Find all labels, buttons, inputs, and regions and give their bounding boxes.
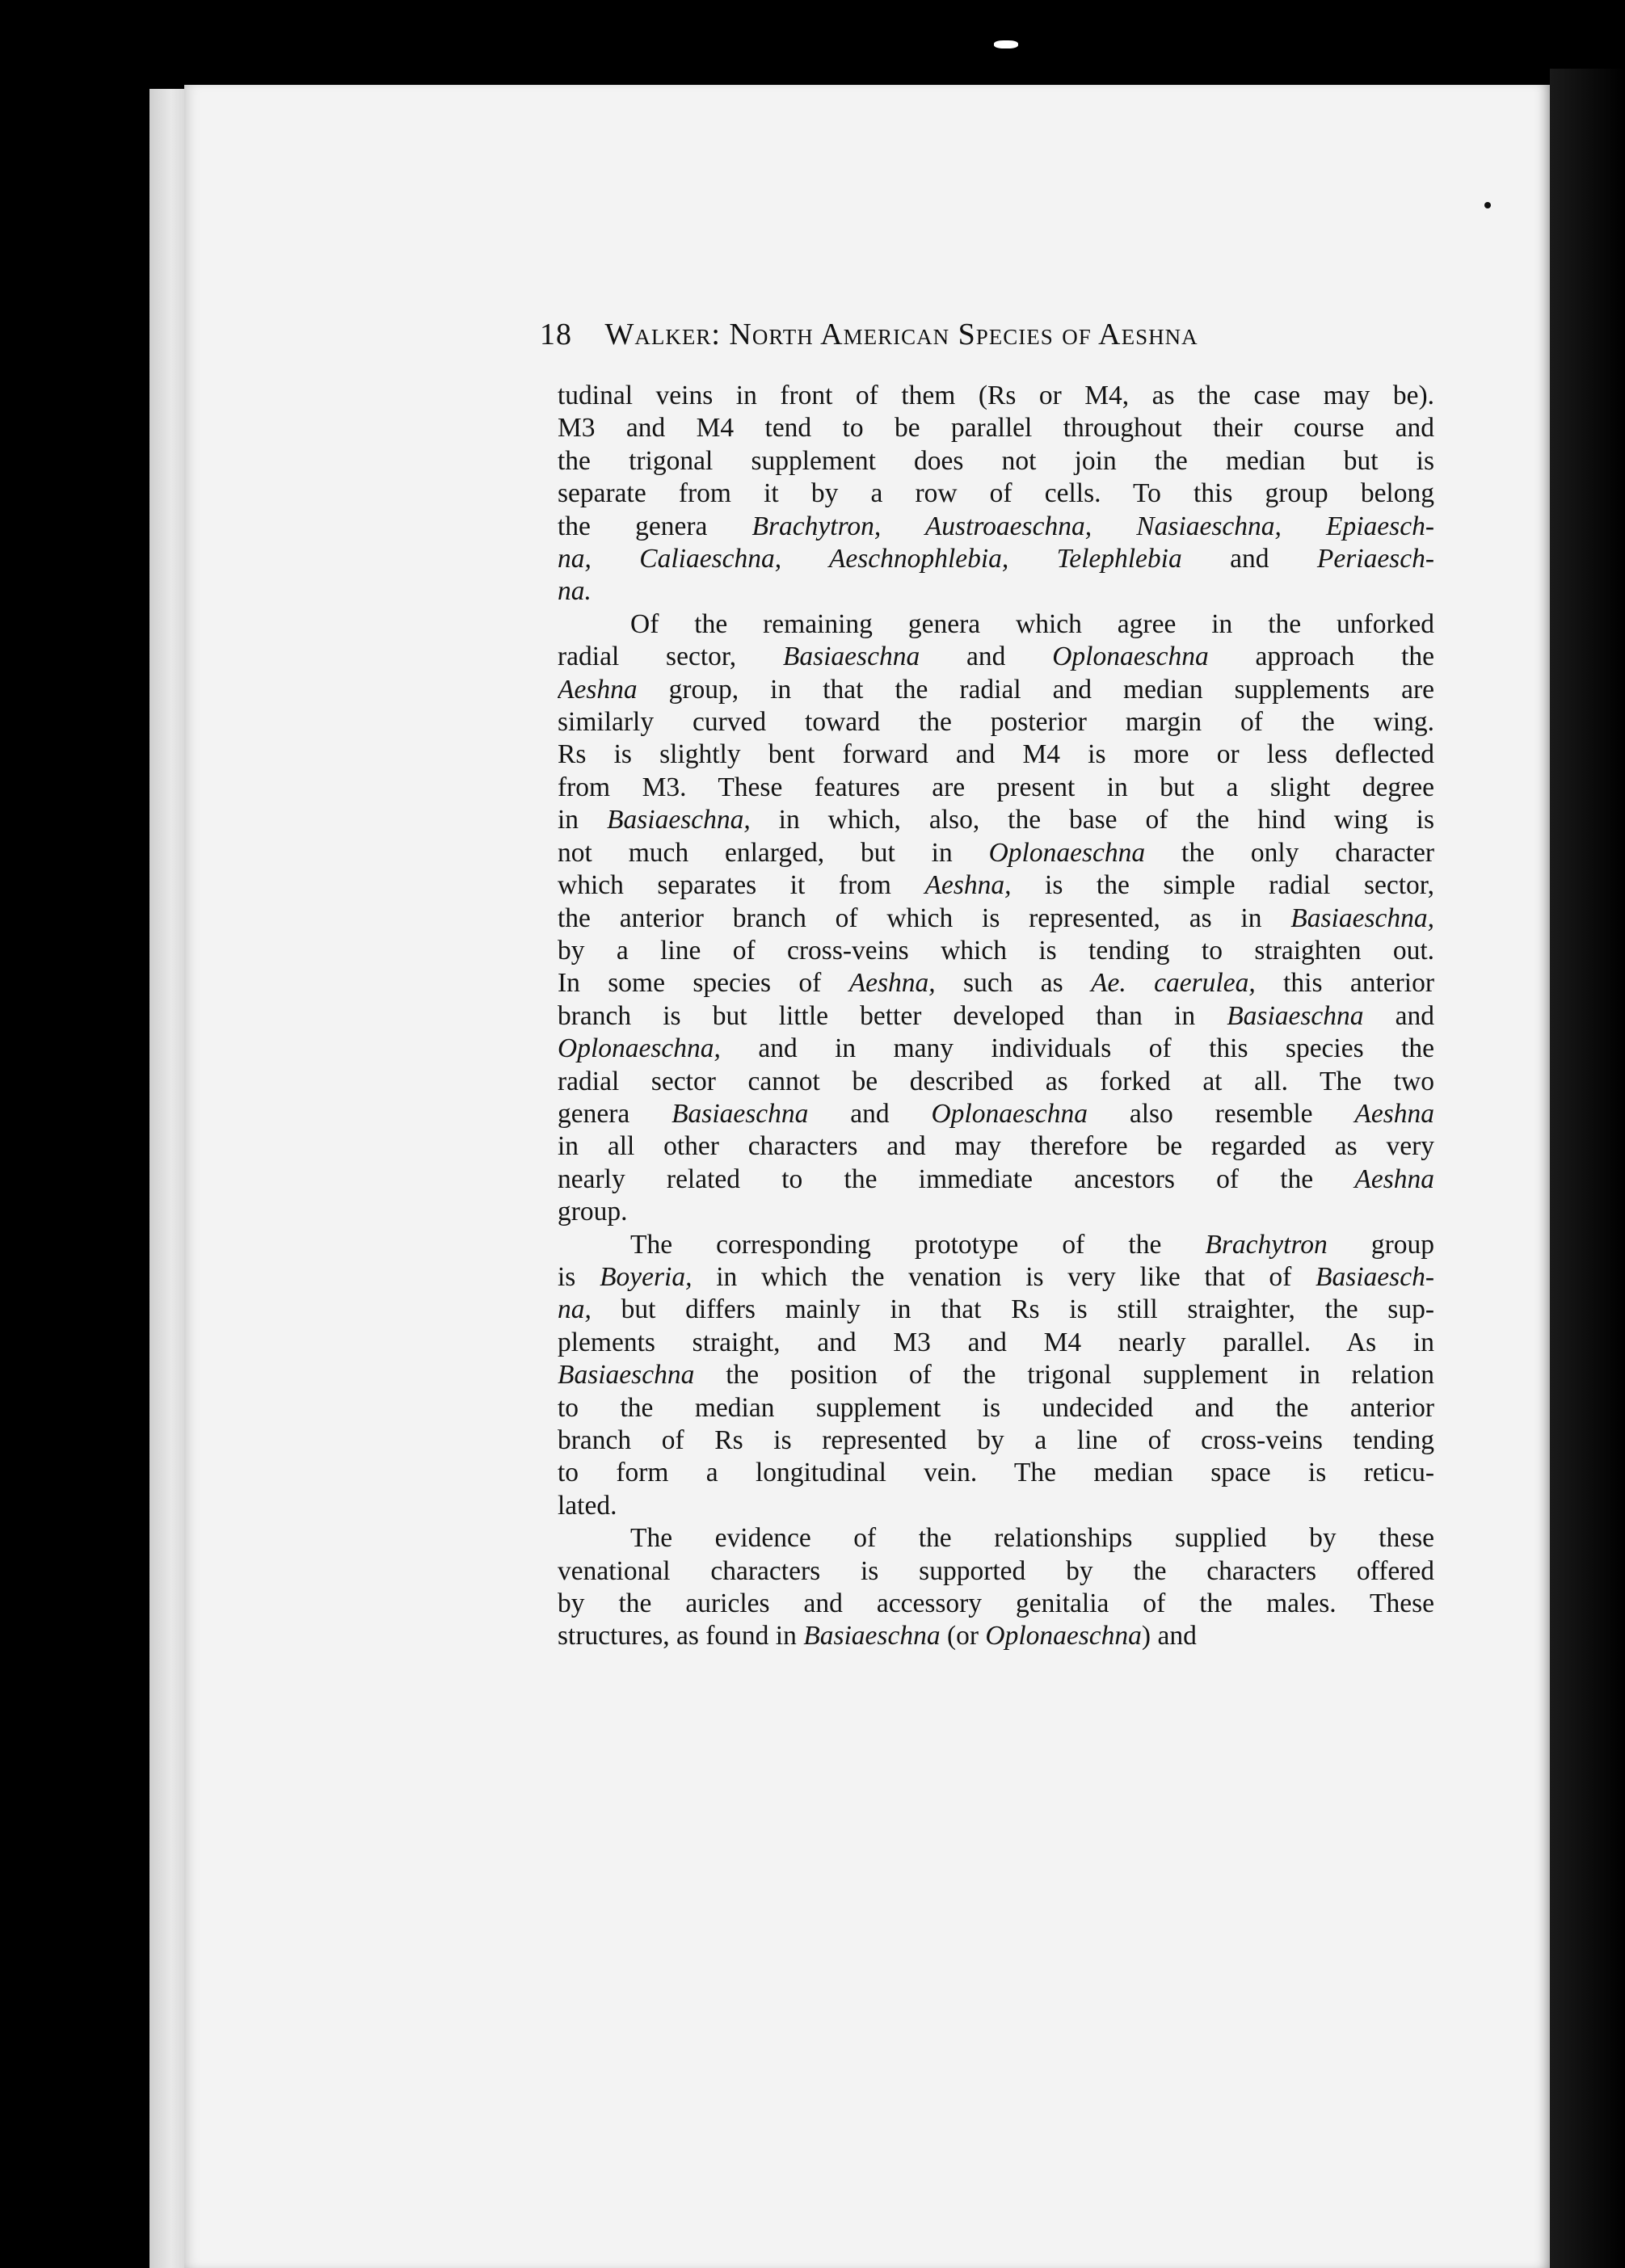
- text-run: and in many individuals of this species the: [720, 1033, 1434, 1064]
- text-line: [558, 967, 1434, 999]
- text-line: [558, 1066, 1434, 1098]
- text-line: [558, 543, 1434, 575]
- italic-text: Basiaeschna: [782, 642, 920, 672]
- text-run: to form a longitudinal vein. The median space is reticu-: [558, 1458, 1434, 1488]
- text-line: [558, 738, 1434, 771]
- text-line: [558, 935, 1434, 967]
- text-run: and: [1363, 1000, 1434, 1031]
- text-line: [558, 1261, 1434, 1294]
- text-run: the only character: [1145, 837, 1434, 868]
- text-line: [558, 903, 1434, 935]
- text-run: to the median supplement is undecided and the anterior: [558, 1392, 1434, 1423]
- text-run: the anterior branch of which is represented, as in: [558, 903, 1291, 933]
- text-run: tudinal veins in front of them (Rs or M4, as the case may be).: [558, 381, 1434, 410]
- italic-text: Periaesch-: [1316, 544, 1434, 574]
- italic-text: Brachytron, Austroaeschna, Nasiaeschna, Epiaesch-: [751, 511, 1434, 541]
- text-line: [558, 511, 1434, 543]
- text-line: [558, 1457, 1434, 1489]
- text-run: in which the venation is very like that of: [692, 1261, 1316, 1292]
- italic-text: Basiaeschna: [671, 1098, 809, 1129]
- italic-text: Basiaeschna,: [607, 805, 751, 835]
- text-line: [558, 641, 1434, 673]
- italic-text: na,: [558, 1294, 591, 1325]
- italic-text: Aeshna,: [924, 870, 1012, 901]
- text-line: [558, 1000, 1434, 1033]
- italic-text: Aeshna: [1354, 1098, 1434, 1129]
- text-line: [558, 478, 1434, 510]
- text-line: [558, 1522, 1434, 1555]
- text-line: [558, 1327, 1434, 1359]
- text-line: [558, 1588, 1434, 1620]
- text-run: which separates it from: [558, 870, 925, 901]
- text-run: also resemble: [1088, 1098, 1355, 1129]
- text-run: ) and: [1141, 1621, 1197, 1652]
- text-line: [558, 1359, 1434, 1391]
- text-run: The corresponding prototype of the: [630, 1229, 1206, 1260]
- text-run: genera: [558, 1098, 672, 1129]
- text-line: [558, 1033, 1434, 1065]
- text-run: the position of the trigonal supplement in relation: [694, 1360, 1434, 1391]
- text-run: group.: [558, 1197, 628, 1227]
- paragraph: [558, 608, 1434, 1229]
- text-run: is: [558, 1261, 600, 1292]
- text-run: in which, also, the base of the hind wing is: [750, 805, 1434, 835]
- text-line: [558, 869, 1434, 902]
- text-line: [558, 1196, 1434, 1228]
- paragraph: [558, 380, 1434, 608]
- text-run: and: [1181, 544, 1317, 574]
- text-line: [558, 837, 1434, 869]
- text-run: separate from it by a row of cells. To this group belong: [558, 478, 1434, 509]
- running-head: [540, 317, 1445, 352]
- text-line: [558, 1294, 1434, 1326]
- italic-text: Oplonaeschna: [931, 1098, 1088, 1129]
- italic-text: Oplonaeschna: [1052, 642, 1209, 672]
- text-line: [558, 1555, 1434, 1588]
- page-gutter-shadow: [1550, 69, 1625, 2268]
- text-run: radial sector cannot be described as forked at all. The two: [558, 1066, 1434, 1096]
- text-line: [558, 575, 1434, 608]
- text-line: [558, 1620, 1434, 1652]
- text-run: by the auricles and accessory genitalia of the males. These: [558, 1588, 1434, 1619]
- text-line: [558, 412, 1434, 444]
- italic-text: Aeshna,: [848, 968, 936, 999]
- text-run: Rs is slightly bent forward and M4 is more or less deflected: [558, 739, 1434, 770]
- text-run: In some species of: [558, 968, 849, 999]
- text-run: and: [808, 1098, 932, 1129]
- text-run: such as: [935, 968, 1092, 999]
- italic-text: Boyeria,: [600, 1261, 693, 1292]
- text-run: group, in that the radial and median supplements are: [637, 674, 1434, 705]
- running-title: Walker: North American Species of Aeshna: [604, 318, 1198, 351]
- paragraph: [558, 1522, 1434, 1653]
- text-run: lated.: [558, 1490, 617, 1521]
- text-run: The evidence of the relationships supplied by these: [630, 1523, 1434, 1554]
- text-line: [558, 772, 1434, 804]
- page-number: 18: [540, 318, 572, 351]
- text-line: [558, 445, 1434, 478]
- text-line: [558, 1392, 1434, 1424]
- text-run: in: [558, 805, 608, 835]
- text-line: [558, 1130, 1434, 1163]
- italic-text: Brachytron: [1205, 1229, 1328, 1260]
- text-line: [558, 804, 1434, 836]
- text-run: structures, as found in: [558, 1621, 804, 1652]
- text-run: similarly curved toward the posterior margin of the wing.: [558, 707, 1434, 738]
- dust-speck: [994, 40, 1018, 48]
- italic-text: Aeshna: [1354, 1163, 1434, 1194]
- text-line: [558, 1163, 1434, 1196]
- text-line: [558, 706, 1434, 738]
- italic-text: Basiaeschna: [1227, 1000, 1364, 1031]
- text-line: [558, 674, 1434, 706]
- text-run: this anterior: [1255, 968, 1434, 999]
- text-line: [558, 608, 1434, 641]
- text-run: M3 and M4 tend to be parallel throughout their course and: [558, 413, 1434, 444]
- paragraph: [558, 1229, 1434, 1523]
- italic-text: na.: [558, 576, 591, 607]
- italic-text: Basiaesch-: [1316, 1261, 1434, 1292]
- text-run: approach the: [1208, 642, 1434, 672]
- italic-text: Basiaeschna: [803, 1621, 941, 1652]
- italic-text: Oplonaeschna,: [558, 1033, 721, 1064]
- text-run: branch of Rs is represented by a line of cross-veins tending: [558, 1425, 1434, 1455]
- dust-speck: [1484, 202, 1491, 208]
- text-run: and: [920, 642, 1053, 672]
- text-run: from M3. These features are present in but a slight degree: [558, 772, 1434, 802]
- italic-text: Basiaeschna: [558, 1360, 695, 1391]
- italic-text: Ae. caerulea,: [1091, 968, 1256, 999]
- body-text: [558, 380, 1434, 1653]
- italic-text: Aeshna: [558, 674, 638, 705]
- text-line: [558, 1098, 1434, 1130]
- italic-text: Basiaeschna,: [1290, 903, 1434, 933]
- text-run: group: [1327, 1229, 1434, 1260]
- italic-text: Oplonaeschna: [988, 837, 1146, 868]
- text-run: branch is but little better developed than in: [558, 1000, 1227, 1031]
- text-run: venational characters is supported by the characters offered: [558, 1555, 1434, 1586]
- text-run: the genera: [558, 511, 752, 541]
- text-run: Of the remaining genera which agree in the unforked: [630, 608, 1434, 639]
- italic-text: Oplonaeschna: [985, 1621, 1142, 1652]
- text-run: radial sector,: [558, 642, 783, 672]
- text-run: nearly related to the immediate ancestors of the: [558, 1163, 1355, 1194]
- text-run: not much enlarged, but in: [558, 837, 989, 868]
- text-run: (or: [940, 1621, 986, 1652]
- text-run: plements straight, and M3 and M4 nearly parallel. As in: [558, 1327, 1434, 1357]
- text-run: is the simple radial sector,: [1011, 870, 1434, 901]
- text-line: [558, 1424, 1434, 1457]
- text-line: [558, 380, 1434, 412]
- text-line: [558, 1490, 1434, 1522]
- text-line: [558, 1229, 1434, 1261]
- text-run: but differs mainly in that Rs is still straighter, the sup-: [591, 1294, 1434, 1325]
- text-run: by a line of cross-veins which is tending to straighten out.: [558, 935, 1434, 966]
- text-run: in all other characters and may therefore be regarded as very: [558, 1131, 1434, 1162]
- italic-text: na, Caliaeschna, Aeschnophlebia, Telephlebia: [558, 544, 1182, 574]
- text-run: the trigonal supplement does not join the median but is: [558, 445, 1434, 476]
